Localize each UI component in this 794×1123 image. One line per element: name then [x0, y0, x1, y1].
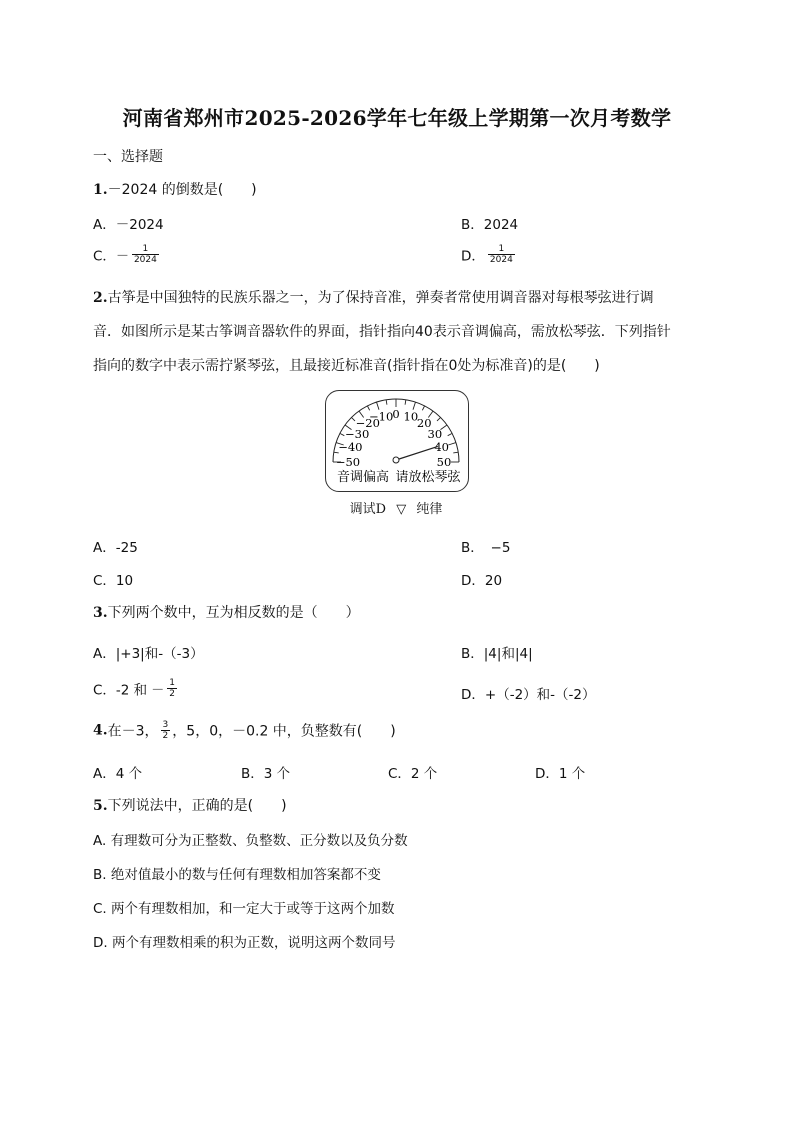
q4-option-d: D．1 个	[535, 766, 586, 782]
dial-major-tick	[448, 443, 456, 445]
question-4	[93, 720, 396, 741]
question-number: 2.	[93, 290, 108, 306]
q2-option-b: B． −5	[461, 540, 511, 556]
dial-label: −40	[338, 440, 363, 455]
dial-label: −10	[369, 409, 394, 424]
option-letter: C．	[93, 248, 116, 265]
tuner-left-text: 音调偏高	[336, 470, 390, 485]
fraction	[132, 244, 159, 265]
tuner-caption-left: 调试D	[349, 502, 387, 517]
dial-label: −20	[355, 416, 380, 431]
option-letter: B．	[461, 217, 484, 233]
question-stem-line-1: 古筝是中国独特的民族乐器之一，为了保持音准，弹奏者常使用调音器对每根琴弦进行调	[107, 290, 654, 306]
section-heading: 一、选择题	[93, 149, 163, 165]
q5-option-c: C. 两个有理数相加，和一定大于或等于这两个加数	[93, 901, 395, 917]
tuner-caption-right: 纯律	[416, 502, 443, 517]
fraction-numerator: 1	[488, 244, 515, 255]
dial-label: 50	[436, 455, 452, 469]
triangle-down-icon: ▽	[396, 502, 407, 517]
fraction-denominator: 2024	[489, 255, 513, 265]
fraction-denominator: 2	[162, 731, 169, 741]
option-letter: A．	[93, 217, 116, 233]
option-text: －2024	[115, 217, 164, 233]
q5-option-d: D. 两个有理数相乘的积为正数，说明这两个数同号	[93, 935, 396, 951]
dial-label: 30	[427, 426, 443, 441]
option-text: C．-2 和	[93, 682, 148, 699]
tuner-caption	[325, 498, 467, 517]
q1-option-c	[93, 244, 159, 265]
question-2	[93, 287, 654, 307]
dial-label: −50	[335, 455, 361, 469]
question-stem: 下列两个数中，互为相反数的是（ ）	[107, 605, 360, 621]
question-stem-b: ，5，0，－0.2 中，负整数有( )	[172, 723, 396, 740]
option-text: 2024	[483, 217, 519, 233]
dial-minor-tick	[437, 417, 441, 421]
tuner-dial	[325, 390, 467, 490]
q3-option-b: B．|4|和|4|	[461, 646, 533, 662]
page-title: 河南省郑州市2025-2026学年七年级上学期第一次月考数学	[122, 106, 672, 130]
q3-option-d: D．+（-2）和-（-2）	[461, 687, 596, 703]
q4-option-b: B．3 个	[241, 766, 291, 782]
dial-pivot	[393, 457, 399, 463]
q4-option-a: A．4 个	[93, 766, 143, 782]
q2-option-d: D．20	[461, 573, 503, 589]
q3-option-c	[93, 678, 177, 699]
q5-option-b: B. 绝对值最小的数与任何有理数相加答案都不变	[93, 867, 381, 883]
dial-pointer	[396, 446, 438, 460]
question-number: 5.	[93, 798, 108, 814]
tuner-right-text: 请放松琴弦	[395, 470, 461, 485]
q3-option-a: A．|+3|和-（-3）	[93, 646, 204, 662]
q2-option-a: A．-25	[93, 540, 138, 556]
dial-label: 10	[403, 409, 419, 424]
dial-minor-tick	[422, 406, 424, 410]
question-3	[93, 602, 360, 622]
question-number: 4.	[93, 722, 108, 739]
dial-label: 0	[392, 407, 400, 421]
q2-option-c: C．10	[93, 573, 134, 589]
dial-label: 40	[434, 440, 449, 455]
minus-sign: －	[151, 683, 165, 698]
dial-label: 20	[416, 416, 432, 431]
q5-option-a: A. 有理数可分为正整数、负整数、正分数以及负分数	[93, 833, 408, 849]
dial-minor-tick	[351, 417, 355, 421]
dial-minor-tick	[386, 400, 387, 405]
q1-option-b	[461, 213, 518, 233]
option-letter: D．	[461, 248, 485, 265]
dial-label: −30	[345, 426, 370, 441]
q1-option-a	[93, 213, 164, 233]
question-2-line-3: 指向的数字中表示需拧紧琴弦，且最接近标准音(指针指在0处为标准音)的是( )	[93, 358, 600, 374]
question-2-line-2: 音．如图所示是某古筝调音器软件的界面，指针指向40表示音调偏高，需放松琴弦．下列指针	[93, 324, 671, 340]
question-number: 3.	[93, 605, 108, 621]
fraction-denominator: 2024	[133, 255, 157, 265]
question-5	[93, 795, 287, 815]
question-number: 1.	[93, 182, 108, 198]
q4-option-c: C．2 个	[388, 766, 438, 782]
dial-minor-tick	[448, 433, 452, 435]
question-1	[93, 179, 257, 199]
fraction	[167, 678, 177, 699]
question-stem: －2024 的倒数是( )	[107, 182, 257, 198]
minus-sign: －	[115, 249, 129, 264]
fraction	[488, 244, 515, 265]
fraction-numerator: 1	[169, 678, 175, 688]
question-stem: 下列说法中，正确的是( )	[107, 798, 287, 814]
dial-minor-tick	[453, 452, 458, 453]
fraction	[161, 720, 171, 741]
dial-minor-tick	[340, 433, 344, 435]
question-stem-a: 在－3，	[107, 723, 159, 740]
fraction-numerator: 3	[162, 720, 169, 730]
dial-minor-tick	[405, 400, 406, 405]
fraction-numerator: 1	[132, 244, 159, 255]
fraction-denominator: 2	[169, 689, 175, 699]
q1-option-d	[461, 244, 515, 265]
